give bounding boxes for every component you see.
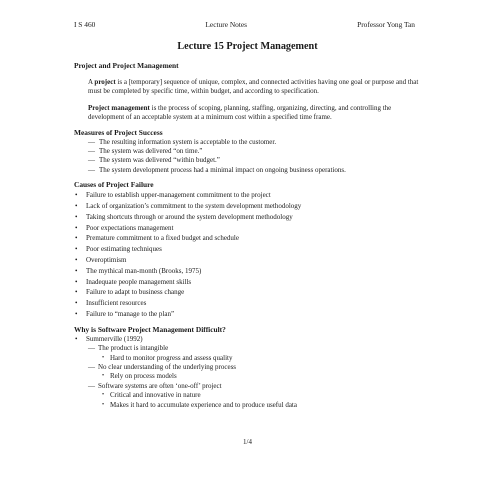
instructor-name: Professor Yong Tan <box>357 20 415 29</box>
list-item: — The system development process had a minimal impact on ongoing business operations. <box>88 165 346 174</box>
list-item: — The system was delivered “within budget.” <box>88 156 220 165</box>
page-number: 1/4 <box>243 438 252 446</box>
list-item: • Rely on process models <box>102 372 177 381</box>
page-title: Lecture 15 Project Management <box>177 41 318 52</box>
course-code: I S 460 <box>74 20 96 29</box>
list-item: • Failure to adapt to business change <box>75 288 185 297</box>
pm-definition: Project management is the process of scoping, planning, staffing, organizing, directing, and controlling the development of an acceptable system at a minimum cost within a specified time frame. <box>88 103 392 122</box>
list-item: • Lack of organization’s commitment to the system development methodology <box>75 202 302 211</box>
list-item: • Failure to “manage to the plan” <box>75 310 175 319</box>
list-item: • Inadequate people management skills <box>75 277 192 286</box>
list-item: • Failure to establish upper-management commitment to the project <box>75 191 271 200</box>
list-item: • Premature commitment to a fixed budget and schedule <box>75 234 239 243</box>
section-heading-measures: Measures of Project Success <box>74 127 163 137</box>
list-item: • Overoptimism <box>75 256 127 265</box>
list-item: • Insufficient resources <box>75 299 147 308</box>
section-heading-why: Why is Software Project Management Difficult? <box>74 324 226 334</box>
section-heading-causes: Causes of Project Failure <box>74 180 154 190</box>
list-item: • Hard to monitor progress and assess quality <box>102 353 233 362</box>
project-definition: A project is a [temporary] sequence of unique, complex, and connected activities having one goal or purpose and that must be completed by specific time, within budget, and according to specification. <box>88 78 419 96</box>
header-center: Lecture Notes <box>205 20 248 29</box>
list-item: — The product is intangible <box>88 344 169 353</box>
section-heading-pm: Project and Project Management <box>74 61 179 70</box>
list-item: • Taking shortcuts through or around the system development methodology <box>75 212 293 221</box>
list-item: • Makes it hard to accumulate experience and to produce useful data <box>102 400 297 409</box>
causes-list <box>74 190 419 320</box>
list-item: • Critical and innovative in nature <box>102 391 201 400</box>
list-item: • Poor expectations management <box>75 223 174 232</box>
list-item: — The system was delivered “on time.” <box>88 147 203 156</box>
list-item: • The mythical man-month (Brooks, 1975) <box>75 266 202 275</box>
why-list <box>74 335 419 410</box>
list-item: • Poor estimating techniques <box>75 245 162 254</box>
measures-list <box>74 138 419 176</box>
page-header <box>74 20 415 29</box>
list-item: — Software systems are often ‘one-off’ project <box>88 381 222 390</box>
list-item: — The resulting information system is acceptable to the customer. <box>88 137 277 146</box>
list-item: • Summerville (1992) <box>75 334 143 343</box>
list-item: — No clear understanding of the underlying process <box>88 363 237 372</box>
document-body <box>74 61 419 410</box>
